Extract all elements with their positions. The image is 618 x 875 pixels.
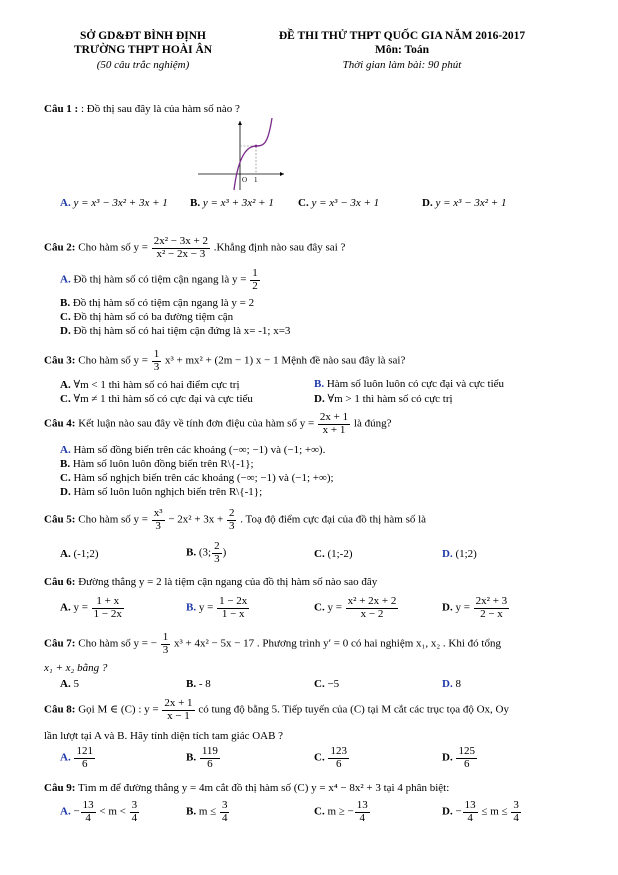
q1-graph-origin-label: O [242,176,248,184]
q9-option-c[interactable]: C. m ≥ − $\frac{13}{4}$ [314,799,368,824]
header-dept: SỞ GD&ĐT BÌNH ĐỊNH [80,30,206,42]
q7-option-c[interactable]: C. −5 [314,678,340,690]
q1-option-b[interactable]: B. y = x³ + 3x² + 1 [190,197,274,209]
q2-option-b[interactable]: B. Đồ thị hàm số có tiệm cận ngang là y = 2 [60,297,255,309]
header-question-count: (50 câu trắc nghiệm) [96,59,190,71]
q1-option-a[interactable]: A. y = x³ − 3x² + 3x + 1 [60,197,168,209]
q4-label: Câu 4: [44,417,76,430]
q1-function-graph [196,118,286,192]
q5-option-b[interactable]: B. (3; $\frac{2}{3}$ ) [186,540,227,565]
q3-option-a[interactable]: A. ∀m < 1 thì hàm số có hai điểm cực trị [60,379,240,391]
q7-option-a[interactable]: A. 5 [60,678,79,690]
q2-option-c[interactable]: C. Đồ thị hàm số có ba đường tiệm cận [60,311,234,323]
q8-stem-line2: lần lượt tại A và B. Hãy tính diện tích tam giác OAB ? [44,730,284,742]
q1-text: : Đồ thị sau đây là của hàm số nào ? [80,103,240,115]
q5-label: Câu 5: [44,513,76,526]
q2-stem: Câu 2: Cho hàm số y = $\frac{\text{2x² − 3x + 2}}{\text{x² − 2x − 3}}$ .Khẳng định nào sau đây sai ? [44,235,346,260]
q6-option-c[interactable]: C. y = $\frac{\text{x² + 2x + 2}}{x - 2}$ [314,595,397,620]
q4-option-c[interactable]: C. Hàm số nghịch biến trên các khoảng (−∞; −1) và (−1; +∞); [60,472,334,484]
header-school: TRƯỜNG THPT HOÀI ÂN [73,44,213,56]
q9-option-d[interactable]: D. − $\frac{13}{4}$ ≤ m ≤ $\frac{3}{4}$ [442,799,519,824]
q4-option-d[interactable]: D. Hàm số luôn luôn nghịch biến trên R\{-1}; [60,486,263,498]
exam-subject: Môn: Toán [374,44,429,56]
q2-option-a[interactable]: A. Đồ thị hàm số có tiệm cận ngang là y = $\frac{1}{2}$ [60,267,258,292]
q3-option-d[interactable]: D. ∀m > 1 thì hàm số có cực trị [314,393,453,405]
q3-stem: Câu 3: Cho hàm số y = $\frac{1}{3}$ x³ + mx² + (2m − 1) x − 1 Mệnh đề nào sau đây là sai? [44,348,406,373]
q8-option-c[interactable]: C. $\frac{123}{6}$ [314,745,347,770]
q7-option-d[interactable]: D. 8 [442,678,461,690]
q1-option-c[interactable]: C. y = x³ − 3x + 1 [298,197,380,209]
q4-option-b[interactable]: B. Hàm số luôn luôn đồng biến trên R\{-1}; [60,458,254,470]
q8-stem: Câu 8: Gọi M ∈ (C) : y = $\frac{2x + 1}{x - 1}$ có tung độ bằng 5. Tiếp tuyến của (C) tại M cắt các trục tọa độ Ox, Oy [44,697,509,722]
q8-option-a[interactable]: A. $\frac{121}{6}$ [60,745,93,770]
q5-stem: Câu 5: Cho hàm số y = $\frac{\text{x³}}{3}$ − 2x² + 3x + $\frac{2}{3}$ . Toạ độ điểm cực đại của đồ thị hàm số là [44,507,427,532]
q8-label: Câu 8: [44,703,76,716]
q1-option-d[interactable]: D. y = x³ − 3x² + 1 [422,197,507,209]
q4-stem: Câu 4: Kết luận nào sau đây về tính đơn điệu của hàm số y = $\frac{2x + 1}{x + 1}$ là đúng? [44,411,392,436]
q1-label: Câu 1 : [44,103,79,115]
q5-option-c[interactable]: C. (1;-2) [314,548,353,560]
q6-stem: Câu 6: Đường thẳng y = 2 là tiệm cận ngang của đồ thị hàm số nào sao đây [44,576,378,588]
q2-fraction: $\frac{\text{2x² − 3x + 2}}{\text{x² − 2x − 3}}$ [153,235,208,260]
q3-option-b[interactable]: B. Hàm số luôn luôn có cực đại và cực tiểu [314,378,505,390]
q3-label: Câu 3: [44,354,76,367]
q1-graph-y-arrow [238,121,242,125]
q8-option-d[interactable]: D. $\frac{125}{6}$ [442,745,475,770]
q8-option-b[interactable]: B. $\frac{119}{6}$ [186,745,218,770]
q6-option-d[interactable]: D. y = $\frac{\text{2x² + 3}}{2 - x}$ [442,595,508,620]
q3-option-c[interactable]: C. ∀m ≠ 1 thì hàm số có cực đại và cực tiểu [60,393,253,405]
q9-option-b[interactable]: B. m ≤ $\frac{3}{4}$ [186,799,228,824]
q2-label: Câu 2: [44,241,76,254]
q1-graph-x-arrow [280,172,284,176]
exam-time: Thời gian làm bài: 90 phút [342,59,462,71]
q1-graph-point [255,145,258,148]
q9-stem: Câu 9: Tìm m để đường thẳng y = 4m cắt đồ thị hàm số (C) y = x⁴ − 8x² + 3 tại 4 phân biệt: [44,782,450,794]
q1-graph-tick-one: 1 [254,176,258,184]
q5-option-a[interactable]: A. (-1;2) [60,548,99,560]
q7-stem: Câu 7: Cho hàm số y = − $\frac{1}{3}$ x³ + 4x² − 5x − 17 . Phương trình y′ = 0 có hai nghiệm x₁, x₂ . Khi đó tổng [44,631,501,656]
q7-option-b[interactable]: B. - 8 [186,678,211,690]
q7-stem-line2: x₁ + x₂ bằng ? [44,662,108,674]
q1-stem [44,103,240,115]
q6-option-a[interactable]: A. y = $\frac{1 + x}{1 - 2x}$ [60,595,122,620]
q6-label: Câu 6: [44,576,76,588]
q6-option-b[interactable]: B. y = $\frac{1 - 2x}{1 - x}$ [186,595,248,620]
q4-option-a[interactable]: A. Hàm số đồng biến trên các khoảng (−∞; −1) và (−1; +∞). [60,444,326,456]
q2-option-d[interactable]: D. Đồ thị hàm số có hai tiệm cận đứng là x= -1; x=3 [60,325,291,337]
q9-label: Câu 9: [44,782,76,794]
q7-label: Câu 7: [44,637,76,650]
q5-option-d[interactable]: D. (1;2) [442,548,477,560]
q9-option-a[interactable]: A. − $\frac{13}{4}$ < m < $\frac{3}{4}$ [60,799,138,824]
exam-title: ĐỀ THI THỬ THPT QUỐC GIA NĂM 2016-2017 [278,30,526,42]
